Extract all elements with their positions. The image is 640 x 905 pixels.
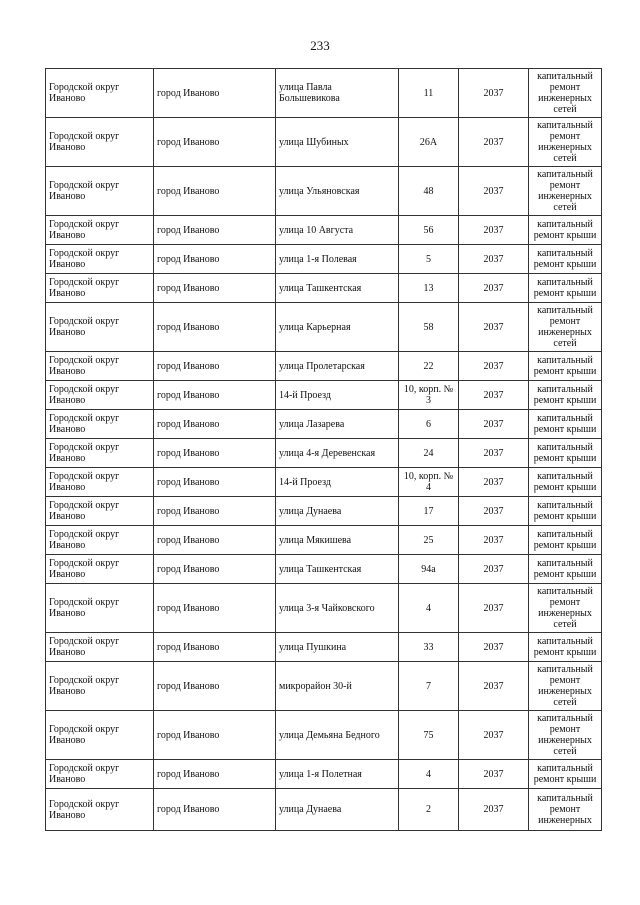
table-row — [46, 245, 602, 274]
house-cell: 2 — [399, 789, 459, 831]
city-cell: город Иваново — [154, 352, 276, 381]
district-cell: Городской округ Иваново — [46, 497, 154, 526]
year-cell: 2037 — [459, 118, 529, 167]
house-cell: 6 — [399, 410, 459, 439]
city-cell: город Иваново — [154, 381, 276, 410]
work-type-cell: капитальный ремонт инженерных сетей — [529, 69, 602, 118]
house-cell: 5 — [399, 245, 459, 274]
district-cell: Городской округ Иваново — [46, 633, 154, 662]
street-cell: 14-й Проезд — [276, 468, 399, 497]
street-cell: улица 1-я Полевая — [276, 245, 399, 274]
year-cell: 2037 — [459, 274, 529, 303]
work-type-cell: капитальный ремонт крыши — [529, 216, 602, 245]
work-type-cell: капитальный ремонт инженерных сетей — [529, 167, 602, 216]
street-cell: улица 1-я Полетная — [276, 760, 399, 789]
work-type-cell: капитальный ремонт крыши — [529, 245, 602, 274]
house-cell: 4 — [399, 584, 459, 633]
city-cell: город Иваново — [154, 167, 276, 216]
city-cell: город Иваново — [154, 69, 276, 118]
table-row — [46, 584, 602, 633]
street-cell: улица Дунаева — [276, 789, 399, 831]
city-cell: город Иваново — [154, 760, 276, 789]
house-cell: 56 — [399, 216, 459, 245]
district-cell: Городской округ Иваново — [46, 468, 154, 497]
year-cell: 2037 — [459, 167, 529, 216]
district-cell: Городской округ Иваново — [46, 245, 154, 274]
work-type-cell: капитальный ремонт крыши — [529, 352, 602, 381]
table-row — [46, 381, 602, 410]
table-row — [46, 69, 602, 118]
city-cell: город Иваново — [154, 303, 276, 352]
house-cell: 10, корп. № 3 — [399, 381, 459, 410]
year-cell: 2037 — [459, 760, 529, 789]
year-cell: 2037 — [459, 789, 529, 831]
year-cell: 2037 — [459, 381, 529, 410]
year-cell: 2037 — [459, 497, 529, 526]
city-cell: город Иваново — [154, 633, 276, 662]
district-cell: Городской округ Иваново — [46, 352, 154, 381]
work-type-cell: капитальный ремонт инженерных сетей — [529, 303, 602, 352]
district-cell: Городской округ Иваново — [46, 711, 154, 760]
work-type-cell: капитальный ремонт крыши — [529, 555, 602, 584]
house-cell: 48 — [399, 167, 459, 216]
house-cell: 11 — [399, 69, 459, 118]
table-row — [46, 216, 602, 245]
district-cell: Городской округ Иваново — [46, 439, 154, 468]
street-cell: улица Пушкина — [276, 633, 399, 662]
table-row — [46, 497, 602, 526]
year-cell: 2037 — [459, 711, 529, 760]
house-cell: 33 — [399, 633, 459, 662]
district-cell: Городской округ Иваново — [46, 381, 154, 410]
work-type-cell: капитальный ремонт крыши — [529, 526, 602, 555]
work-type-cell: капитальный ремонт крыши — [529, 468, 602, 497]
district-cell: Городской округ Иваново — [46, 789, 154, 831]
city-cell: город Иваново — [154, 245, 276, 274]
table-row — [46, 274, 602, 303]
house-cell: 58 — [399, 303, 459, 352]
table-row — [46, 633, 602, 662]
city-cell: город Иваново — [154, 118, 276, 167]
street-cell: улица Ульяновская — [276, 167, 399, 216]
year-cell: 2037 — [459, 303, 529, 352]
year-cell: 2037 — [459, 555, 529, 584]
table-row — [46, 303, 602, 352]
street-cell: улица Пролетарская — [276, 352, 399, 381]
year-cell: 2037 — [459, 352, 529, 381]
street-cell: микрорайон 30-й — [276, 662, 399, 711]
street-cell: улица Павла Большевикова — [276, 69, 399, 118]
street-cell: улица 10 Августа — [276, 216, 399, 245]
house-cell: 25 — [399, 526, 459, 555]
work-type-cell: капитальный ремонт крыши — [529, 410, 602, 439]
table-row — [46, 662, 602, 711]
year-cell: 2037 — [459, 410, 529, 439]
work-type-cell: капитальный ремонт крыши — [529, 497, 602, 526]
city-cell: город Иваново — [154, 584, 276, 633]
house-cell: 13 — [399, 274, 459, 303]
city-cell: город Иваново — [154, 216, 276, 245]
city-cell: город Иваново — [154, 468, 276, 497]
year-cell: 2037 — [459, 584, 529, 633]
city-cell: город Иваново — [154, 662, 276, 711]
street-cell: улица Лазарева — [276, 410, 399, 439]
district-cell: Городской округ Иваново — [46, 555, 154, 584]
work-type-cell: капитальный ремонт крыши — [529, 633, 602, 662]
year-cell: 2037 — [459, 468, 529, 497]
street-cell: улица Ташкентская — [276, 555, 399, 584]
district-cell: Городской округ Иваново — [46, 69, 154, 118]
table-row — [46, 526, 602, 555]
street-cell: улица Шубиных — [276, 118, 399, 167]
city-cell: город Иваново — [154, 711, 276, 760]
work-type-cell: капитальный ремонт инженерных сетей — [529, 711, 602, 760]
city-cell: город Иваново — [154, 526, 276, 555]
district-cell: Городской округ Иваново — [46, 760, 154, 789]
house-cell: 17 — [399, 497, 459, 526]
city-cell: город Иваново — [154, 410, 276, 439]
year-cell: 2037 — [459, 216, 529, 245]
street-cell: улица 4-я Деревенская — [276, 439, 399, 468]
house-cell: 94а — [399, 555, 459, 584]
street-cell: улица Мякишева — [276, 526, 399, 555]
street-cell: улица Демьяна Бедного — [276, 711, 399, 760]
work-type-cell: капитальный ремонт крыши — [529, 439, 602, 468]
year-cell: 2037 — [459, 245, 529, 274]
district-cell: Городской округ Иваново — [46, 303, 154, 352]
city-cell: город Иваново — [154, 497, 276, 526]
district-cell: Городской округ Иваново — [46, 167, 154, 216]
table-row — [46, 118, 602, 167]
house-cell: 4 — [399, 760, 459, 789]
district-cell: Городской округ Иваново — [46, 526, 154, 555]
house-cell: 75 — [399, 711, 459, 760]
table-row — [46, 555, 602, 584]
work-type-cell: капитальный ремонт инженерных сетей — [529, 662, 602, 711]
work-type-cell: капитальный ремонт инженерных сетей — [529, 118, 602, 167]
housing-repair-table — [45, 68, 602, 831]
city-cell: город Иваново — [154, 274, 276, 303]
table-row — [46, 711, 602, 760]
district-cell: Городской округ Иваново — [46, 216, 154, 245]
city-cell: город Иваново — [154, 555, 276, 584]
district-cell: Городской округ Иваново — [46, 118, 154, 167]
district-cell: Городской округ Иваново — [46, 584, 154, 633]
district-cell: Городской округ Иваново — [46, 410, 154, 439]
table-row — [46, 439, 602, 468]
district-cell: Городской округ Иваново — [46, 274, 154, 303]
house-cell: 24 — [399, 439, 459, 468]
year-cell: 2037 — [459, 633, 529, 662]
street-cell: улица Ташкентская — [276, 274, 399, 303]
street-cell: улица 3-я Чайковского — [276, 584, 399, 633]
work-type-cell: капитальный ремонт инженерных — [529, 789, 602, 831]
year-cell: 2037 — [459, 526, 529, 555]
house-cell: 26А — [399, 118, 459, 167]
work-type-cell: капитальный ремонт инженерных сетей — [529, 584, 602, 633]
district-cell: Городской округ Иваново — [46, 662, 154, 711]
work-type-cell: капитальный ремонт крыши — [529, 760, 602, 789]
house-cell: 10, корп. № 4 — [399, 468, 459, 497]
table-row — [46, 410, 602, 439]
year-cell: 2037 — [459, 662, 529, 711]
work-type-cell: капитальный ремонт крыши — [529, 274, 602, 303]
city-cell: город Иваново — [154, 789, 276, 831]
table-row — [46, 167, 602, 216]
year-cell: 2037 — [459, 439, 529, 468]
year-cell: 2037 — [459, 69, 529, 118]
table-row — [46, 352, 602, 381]
table-row — [46, 789, 602, 831]
house-cell: 22 — [399, 352, 459, 381]
street-cell: улица Дунаева — [276, 497, 399, 526]
city-cell: город Иваново — [154, 439, 276, 468]
table-row — [46, 468, 602, 497]
street-cell: 14-й Проезд — [276, 381, 399, 410]
house-cell: 7 — [399, 662, 459, 711]
table-row — [46, 760, 602, 789]
street-cell: улица Карьерная — [276, 303, 399, 352]
work-type-cell: капитальный ремонт крыши — [529, 381, 602, 410]
page-number: 233 — [310, 38, 330, 53]
